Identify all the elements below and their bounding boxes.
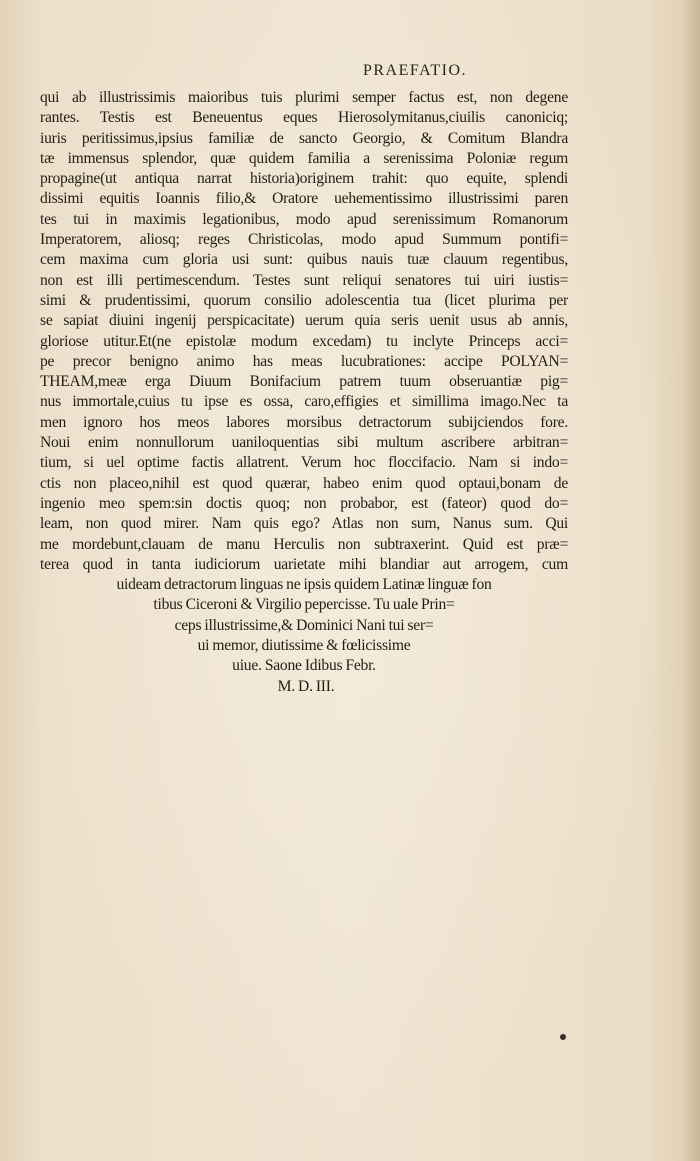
text-line: Imperatorem, aliosq; reges Christicolas, modo apud Summum pontifi= [40,231,568,249]
ink-spot [560,1034,566,1040]
text-line: ingenio meo spem:sin doctis quoq; non probabor, est (fateor) quod do= [40,494,568,512]
closing-date-line: uiue. Saone Idibus Febr. [232,657,376,675]
text-line: simi & prudentissimi, quorum consilio adolescentia tua (licet plurima per [40,291,568,309]
text-line: tium, si uel optime factis allatrent. Verum hoc floccifacio. Nam si indo= [40,454,568,472]
text-line: iuris peritissimus,ipsius familiæ de sancto Georgio, & Comitum Blandra [40,129,568,147]
text-line: qui ab illustrissimis maioribus tuis plurimi semper factus est, non degene [40,89,568,106]
text-line: THEAM,meæ erga Diuum Bonifacium patrem tuum obseruantiæ pig= [40,373,568,391]
text-line: leam, non quod mirer. Nam quis ego? Atlas non sum, Nanus sum. Qui [40,515,568,533]
text-line: gloriose utitur.Et(ne epistolæ modum excedam) tu inclyte Princeps acci= [40,332,568,350]
text-line: ctis non placeo,nihil est quod quærar, habeo enim quod optaui,bonam de [40,474,568,492]
text-line: propagine(ut antiqua narrat historia)originem trahit: quo equite, splendi [40,170,568,188]
text-line: pe precor benigno animo has meas lucubrationes: accipe POLYAN= [40,352,568,370]
text-line: se sapiat diuini ingenij perspicacitate) uerum quia seris uenit usus ab annis, [40,312,568,330]
text-line: dissimi equitis Ioannis filio,& Oratore uehementissimo illustrissimi paren [40,190,568,208]
text-line: terea quod in tanta iudiciorum uarietate mihi blandiar aut arrogem, cum [40,555,568,573]
year-line: M. D. III. [277,677,335,695]
text-line: non est illi pertimescendum. Testes sunt reliqui senatores tui uiri iustis= [40,271,568,289]
text-line: cem maxima cum gloria usi sunt: quibus nauis tuæ clauum regentibus, [40,251,568,269]
text-line-taper: uideam detractorum linguas ne ipsis quidem Latinæ linguæ fon [116,576,492,594]
page-edge-shadow [682,0,700,1161]
text-line: nus immortale,cuius tu ipse es ossa, caro,effigies et simillima imago.Nec ta [40,393,568,411]
text-line: tes tui in maximis legationibus, modo apud serenissimum Romanorum [40,210,568,228]
text-line-taper: ceps illustrissime,& Dominici Nani tui ser= [174,616,434,634]
text-line: me mordebunt,clauam de manu Herculis non subtraxerint. Quid est præ= [40,535,568,553]
text-line: rantes. Testis est Beneuentus eques Hierosolymitanus,ciuilis canoniciq; [40,109,568,127]
text-line: Noui enim nonnullorum uaniloquentias sibi multum ascribere arbitran= [40,434,568,452]
text-line: men ignoro hos meos labores morsibus detractorum subijciendos fore. [40,413,568,431]
text-line: tæ immensus splendor, quæ quidem familia a serenissima Poloniæ regum [40,149,568,167]
text-line-taper: tibus Ciceroni & Virgilio pepercisse. Tu uale Prin= [153,596,455,614]
preface-text [40,88,568,697]
text-line-taper: ui memor, diutissime & fœlicissime [197,637,411,655]
running-head: PRAEFATIO. [362,62,468,79]
